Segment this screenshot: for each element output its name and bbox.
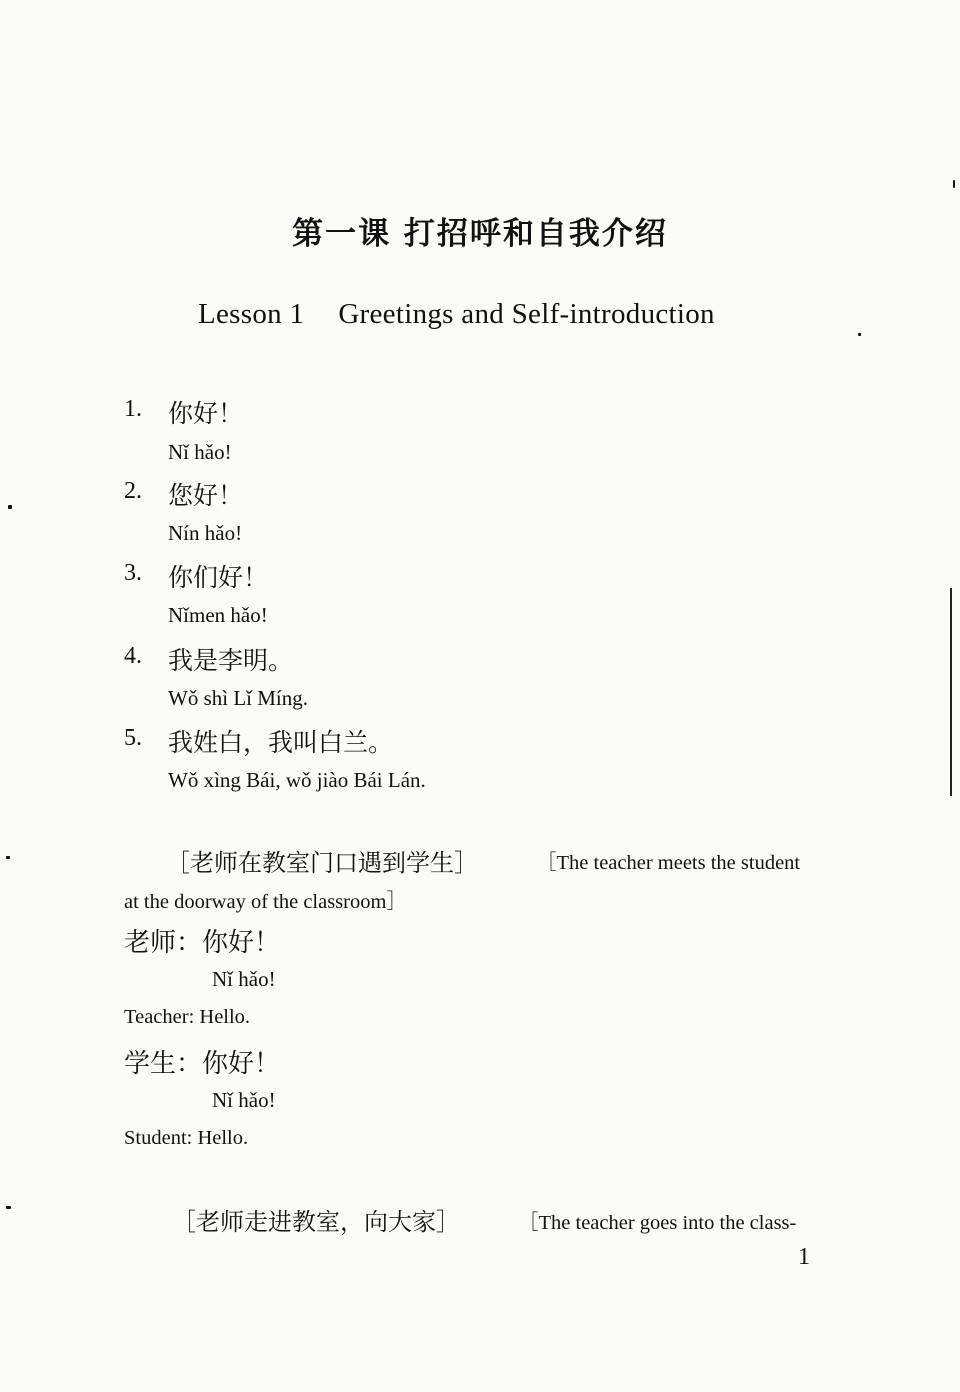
dialogue-line-pinyin: Nǐ hǎo!: [212, 967, 276, 991]
phrase-chinese: 您好！: [168, 481, 244, 510]
phrase-pinyin: Wǒ shì Lǐ Míng.: [168, 686, 308, 710]
dialogue-line-pinyin: Nǐ hǎo!: [212, 1088, 276, 1112]
phrase-chinese: 你好！: [168, 399, 244, 428]
lesson-subject: Greetings and Self-introduction: [338, 298, 715, 330]
scan-speck: [6, 1206, 11, 1209]
dialogue-line-chinese: 学生：你好！: [124, 1049, 281, 1079]
phrase-chinese: 我姓白，我叫白兰。: [168, 728, 394, 757]
phrase-pinyin: Nǐ hǎo!: [168, 440, 232, 464]
phrase-number: 2.: [124, 478, 142, 504]
lesson-number: Lesson 1: [198, 298, 305, 330]
dialogue-line-english: Teacher: Hello.: [124, 1006, 251, 1028]
phrase-chinese: 我是李明。: [168, 646, 294, 675]
scene-direction-chinese: ［老师在教室门口遇到学生］: [166, 849, 478, 877]
scan-speck: [858, 333, 861, 336]
phrase-number: 5.: [124, 725, 142, 751]
scene-direction-chinese: ［老师走进教室，向大家］: [172, 1208, 460, 1236]
dialogue-line-english: Student: Hello.: [124, 1127, 249, 1149]
page-number: 1: [798, 1244, 810, 1270]
lesson-title-english: [198, 298, 715, 331]
dialogue-line-chinese: 老师：你好！: [124, 928, 281, 958]
scan-speck: [6, 856, 10, 859]
scan-speck: [953, 180, 955, 188]
phrase-pinyin: Nǐmen hǎo!: [168, 603, 268, 627]
phrase-pinyin: Wǒ xìng Bái, wǒ jiào Bái Lán.: [168, 768, 426, 792]
phrase-number: 3.: [124, 560, 142, 586]
scene-direction-english: ［The teacher goes into the class-: [518, 1212, 797, 1234]
phrase-pinyin: Nín hǎo!: [168, 521, 243, 545]
scan-speck: [8, 505, 12, 509]
scene-direction-english: ［The teacher meets the student: [536, 852, 801, 874]
phrase-chinese: 你们好！: [168, 563, 269, 592]
phrase-number: 1.: [124, 396, 142, 422]
scene-direction-english-continued: at the doorway of the classroom］: [124, 891, 407, 913]
scan-edge-line: [950, 588, 952, 796]
lesson-title-chinese: 第一课 打招呼和自我介绍: [292, 216, 668, 252]
phrase-number: 4.: [124, 643, 142, 669]
